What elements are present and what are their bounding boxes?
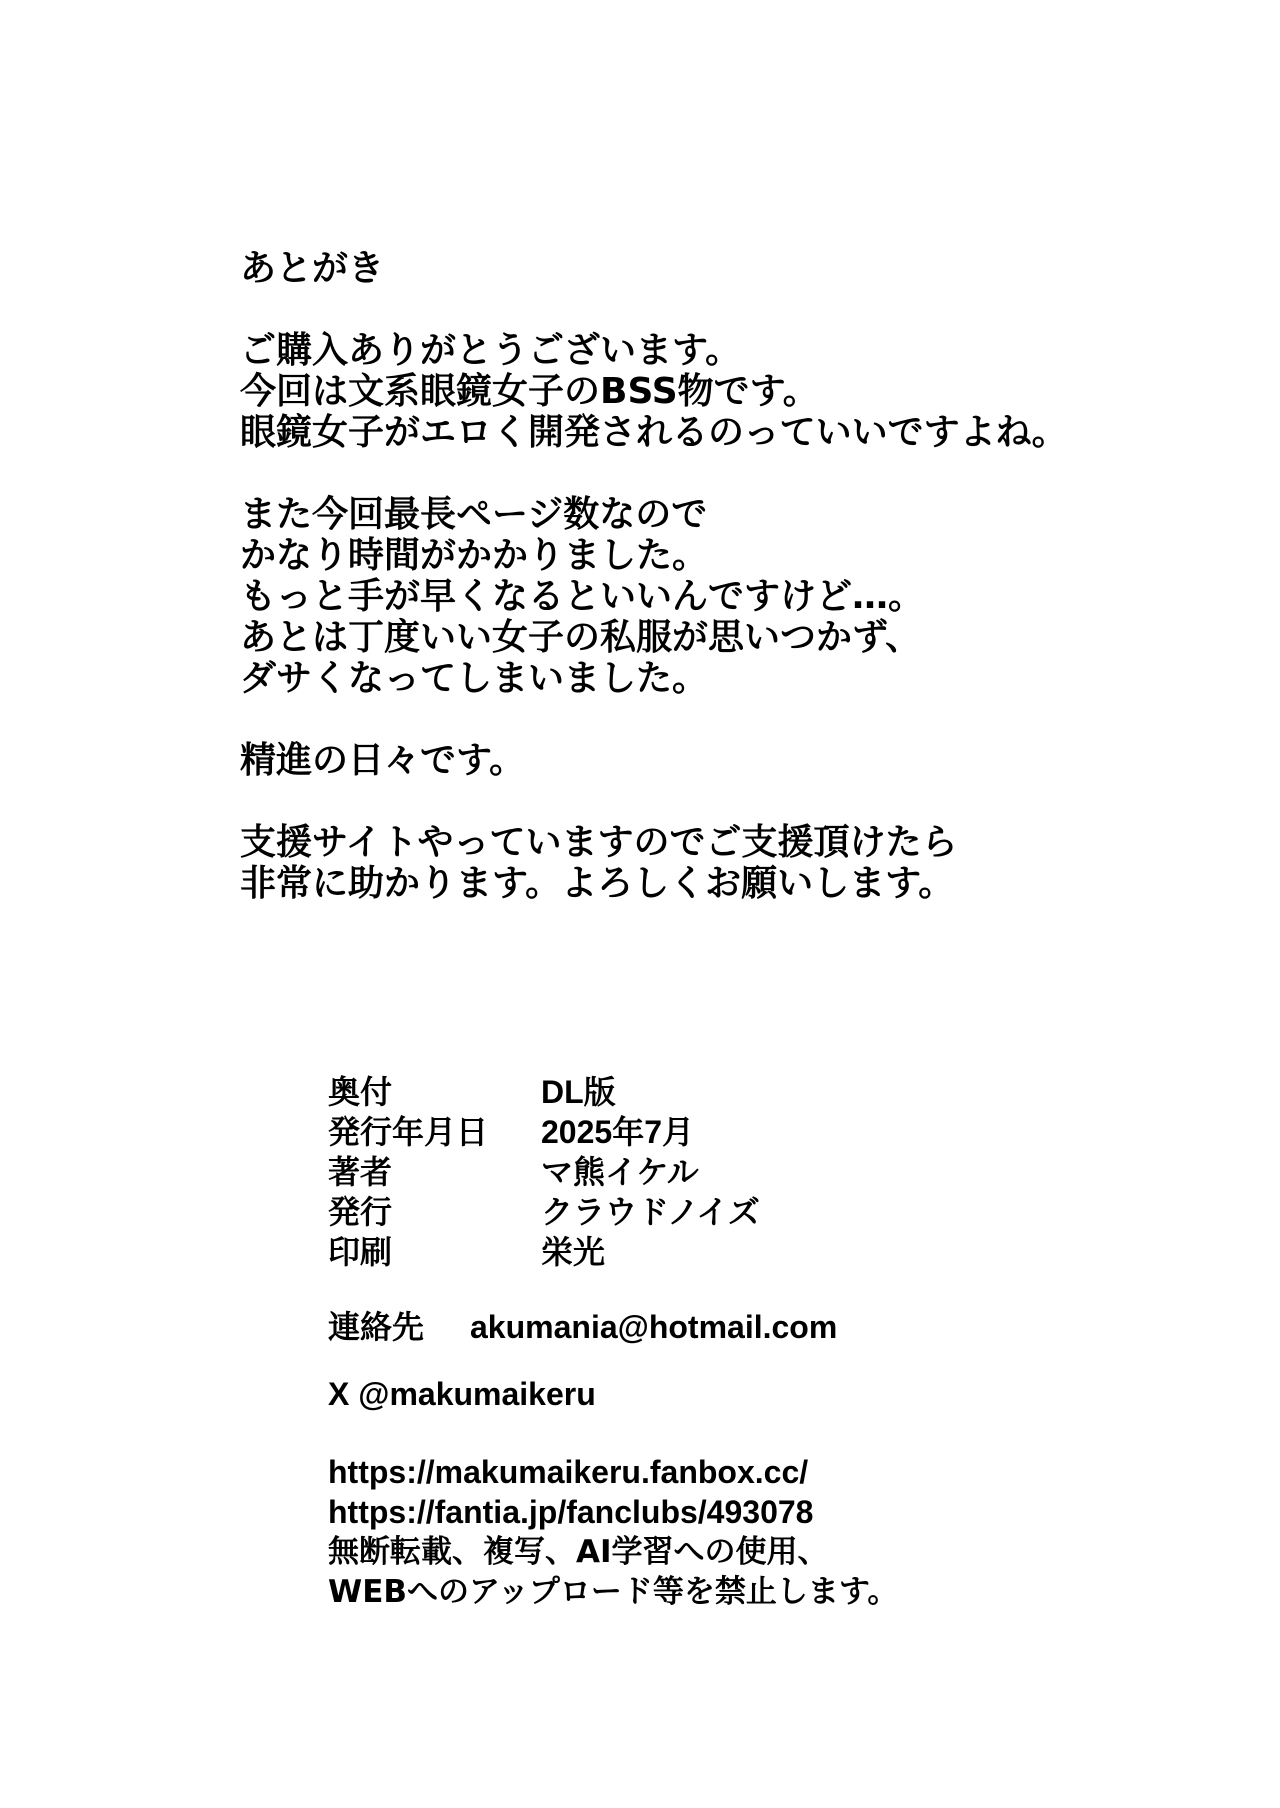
- colophon-label: 発行年月日: [328, 1114, 489, 1150]
- paragraph-gap: [240, 699, 1200, 740]
- colophon-row: [328, 1232, 760, 1272]
- contact-row: [328, 1307, 1188, 1347]
- afterword-title: あとがき: [240, 248, 385, 289]
- fantia-link[interactable]: https://fantia.jp/fanclubs/493078: [328, 1494, 814, 1530]
- fanbox-link[interactable]: https://makumaikeru.fanbox.cc/: [328, 1454, 809, 1490]
- colophon-label: 印刷: [328, 1234, 393, 1270]
- afterword-line: あとは丁度いい女子の私服が思いつかず、: [240, 617, 922, 658]
- paragraph-gap: [240, 453, 1200, 494]
- afterword-line: 精進の日々です。: [240, 740, 526, 781]
- paragraph-gap: [240, 781, 1200, 822]
- colophon-value: クラウドノイズ: [541, 1194, 760, 1230]
- contact-email[interactable]: akumania@hotmail.com: [470, 1309, 838, 1345]
- colophon-label: 奥付: [328, 1074, 393, 1110]
- afterword-section: [240, 248, 1200, 904]
- colophon-row: [328, 1112, 760, 1152]
- afterword-line: 支援サイトやっていますのでご支援頂けたら: [240, 822, 958, 863]
- colophon-value: マ熊イケル: [541, 1154, 699, 1190]
- afterword-line: かなり時間がかかりました。: [240, 535, 709, 576]
- afterword-line: ご購入ありがとうございます。: [240, 330, 742, 371]
- afterword-line: 今回は文系眼鏡女子のBSS物です。: [240, 371, 819, 412]
- colophon-row: [328, 1072, 760, 1112]
- afterword-line: また今回最長ページ数なので: [240, 494, 708, 535]
- colophon-row: [328, 1152, 760, 1192]
- colophon-value: 2025年7月: [541, 1114, 694, 1150]
- x-account[interactable]: X @makumaikeru: [328, 1376, 596, 1412]
- colophon-table: [328, 1072, 760, 1272]
- links-block: [328, 1452, 1188, 1612]
- paragraph-gap: [240, 289, 1200, 330]
- contact-label: 連絡先: [328, 1309, 425, 1345]
- afterword-line: もっと手が早くなるといいんですけど…。: [240, 576, 925, 617]
- afterword-line: 非常に助かります。よろしくお願いします。: [240, 863, 955, 904]
- afterword-line: 眼鏡女子がエロく開発されるのっていいですよね。: [240, 412, 1068, 453]
- colophon-value: DL版: [541, 1074, 616, 1110]
- colophon-label: 発行: [328, 1194, 393, 1230]
- colophon-value: 栄光: [541, 1234, 606, 1270]
- colophon-row: [328, 1192, 760, 1232]
- afterword-line: ダサくなってしまいました。: [240, 658, 709, 699]
- colophon-label: 著者: [328, 1154, 393, 1190]
- notice-line: 無断転載、複写、AI学習への使用、: [328, 1534, 829, 1570]
- colophon-section: [328, 1072, 1188, 1612]
- notice-line: WEBへのアップロード等を禁止します。: [328, 1574, 899, 1610]
